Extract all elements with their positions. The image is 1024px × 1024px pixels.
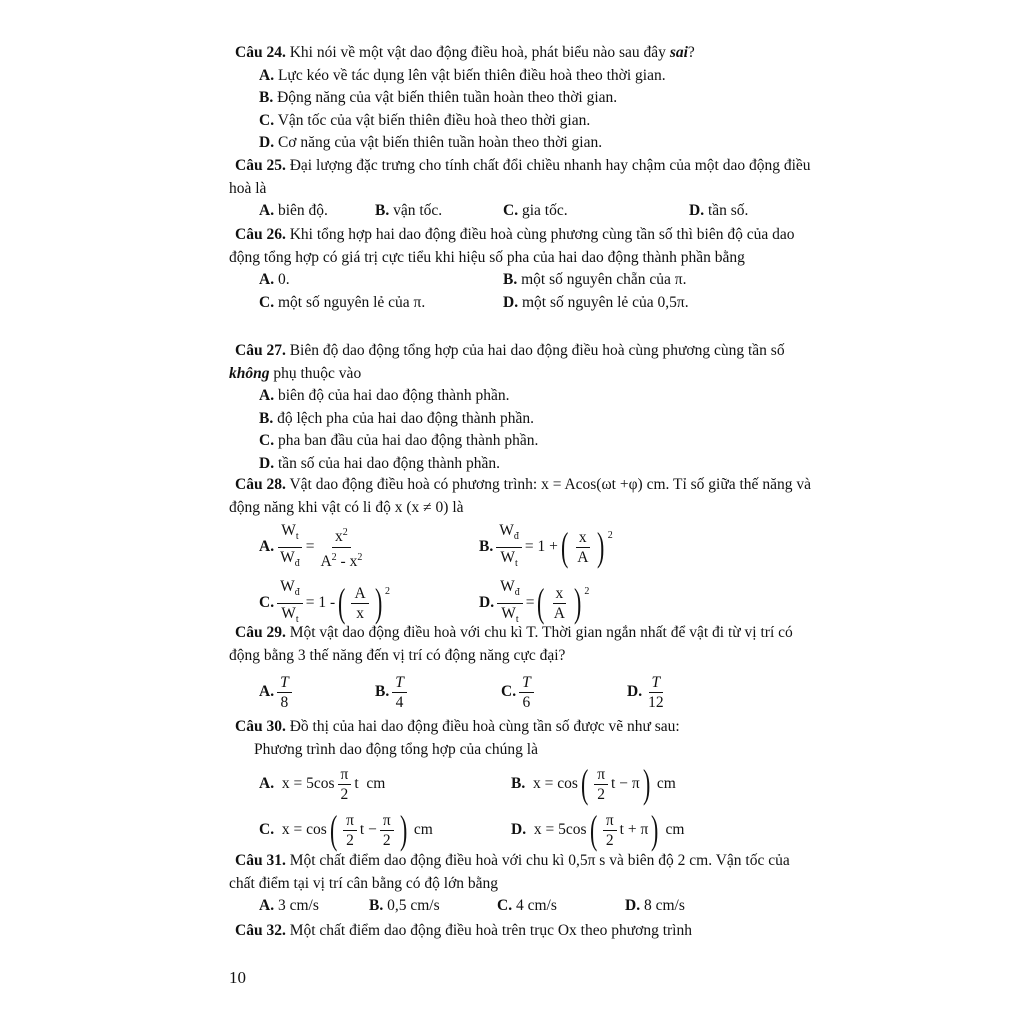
- option-b: B. $\frac{T}{4}$: [375, 667, 410, 717]
- option-a: A. 3 cm/s: [259, 897, 319, 914]
- option-a: A. $\frac{T}{8}$: [259, 667, 295, 717]
- question-31-stem: Câu 31. Một chất điểm dao động điều hoà với chu kì 0,5π s và biên độ 2 cm. Vận tốc của chất điểm tại vị trí cân bằng có độ lớn bằng: [229, 852, 790, 892]
- option-b: B. vận tốc.: [375, 202, 443, 219]
- option-d: D. 8 cm/s: [625, 897, 685, 914]
- question-26-stem: Câu 26. Khi tổng hợp hai dao động điều hoà cùng phương cùng tần số thì biên độ của dao động tổng hợp có giá trị cực tiểu khi hiệu số pha của hai dao động thành phần bằng: [229, 226, 795, 266]
- option-c: C. pha ban đầu của hai dao động thành phần.: [259, 432, 539, 449]
- option-c: C. $\frac{T}{6}$: [501, 667, 537, 717]
- option-a: A. Lực kéo về tác dụng lên vật biến thiên điều hoà theo thời gian.: [259, 66, 666, 84]
- question-32-stem: Câu 32. Một chất điểm dao động điều hoà trên trục Ox theo phương trình: [235, 922, 692, 939]
- option-d: D. một số nguyên lẻ của 0,5π.: [503, 293, 689, 311]
- question-28: [229, 474, 819, 631]
- option-b: B. độ lệch pha của hai dao động thành phần.: [259, 409, 535, 427]
- option-d: D. $\frac{T}{12}$: [627, 673, 664, 711]
- option-d: D. tần số của hai dao động thành phần.: [259, 454, 501, 472]
- option-c-formula: C. $\frac{W_đ}{W_t}$ = 1 - ( $\frac{A}{x}$ ) 2: [259, 578, 390, 625]
- question-31: [229, 850, 819, 918]
- question-30: [229, 716, 819, 853]
- question-24-stem: Câu 24. Khi nói về một vật dao động điều hoà, phát biểu nào sau đây sai?: [235, 44, 695, 61]
- options-row: [229, 895, 819, 918]
- options-row: [229, 200, 819, 223]
- question-24: [229, 42, 819, 155]
- option-c: C. Vận tốc của vật biến thiên điều hoà theo thời gian.: [259, 111, 591, 129]
- formula-row-1: [229, 761, 819, 807]
- question-32: [229, 920, 819, 943]
- option-c: C. một số nguyên lẻ của π.: [259, 293, 426, 311]
- option-c-formula: C. x = cos ( $\frac{\pi}{2}$ t − $\frac{\pi}{2}$ ) cm: [259, 807, 433, 852]
- options-row-1: [229, 269, 819, 292]
- option-d: D. Cơ năng của vật biến thiên tuần hoàn theo thời gian.: [259, 134, 603, 151]
- option-a: A. biên độ.: [259, 202, 328, 219]
- page-number: 10: [229, 968, 246, 987]
- option-a: A. 0.: [259, 271, 290, 288]
- question-25: [229, 155, 819, 223]
- option-b: B. 0,5 cm/s: [369, 897, 440, 914]
- option-a-formula: A. x = 5cos $\frac{\pi}{2}$ t cm: [259, 765, 386, 803]
- formula-row-1: [229, 519, 819, 575]
- options-row-2: [229, 292, 819, 315]
- question-30-stem: Câu 30. Đồ thị của hai dao động điều hoà cùng tần số được vẽ như sau:: [235, 718, 680, 735]
- option-d: D. tần số.: [689, 202, 749, 219]
- options-row: [229, 667, 819, 717]
- question-28-stem: Câu 28. Vật dao động điều hoà có phương trình: x = Acos(ωt +φ) cm. Tỉ số giữa thế năng và động năng khi vật có li độ x (x ≠ 0) là: [229, 476, 811, 516]
- option-d-formula: D. x = 5cos ( $\frac{\pi}{2}$ t + π ) cm: [511, 807, 685, 852]
- option-b-formula: B. $\frac{W_đ}{W_t}$ = 1 + ( $\frac{x}{A}$ ) 2: [479, 522, 613, 569]
- question-26: [229, 224, 819, 314]
- question-25-stem: Câu 25. Đại lượng đặc trưng cho tính chất đổi chiều nhanh hay chậm của một dao động điều hoà là: [229, 157, 811, 197]
- question-29-stem: Câu 29. Một vật dao động điều hoà với chu kì T. Thời gian ngắn nhất để vật đi từ vị trí có động bằng 3 thế năng đến vị trí có động năng cực đại?: [229, 624, 793, 664]
- question-27: [229, 340, 819, 475]
- question-29: [229, 622, 819, 717]
- option-b: B. một số nguyên chẵn của π.: [503, 271, 687, 288]
- option-c: C. 4 cm/s: [497, 897, 557, 914]
- formula-row-2: [229, 807, 819, 853]
- option-a: A. biên độ của hai dao động thành phần.: [259, 387, 510, 404]
- option-b: B. Động năng của vật biến thiên tuần hoàn theo thời gian.: [259, 89, 618, 106]
- option-c: C. gia tốc.: [503, 202, 568, 219]
- option-b-formula: B. x = cos ( $\frac{\pi}{2}$ t − π ) cm: [511, 761, 676, 806]
- option-d-formula: D. $\frac{W_đ}{W_t}$ = ( $\frac{x}{A}$ ) 2: [479, 578, 590, 625]
- option-a-formula: A. $\frac{W_t}{W_đ}$ = $\frac{x^2}{A^2 - x^2}$: [259, 522, 363, 570]
- question-30-subtext: Phương trình dao động tổng hợp của chúng là: [254, 740, 538, 758]
- question-27-stem: Câu 27. Biên độ dao động tổng hợp của hai dao động điều hoà cùng phương cùng tần số không phụ thuộc vào: [229, 342, 785, 382]
